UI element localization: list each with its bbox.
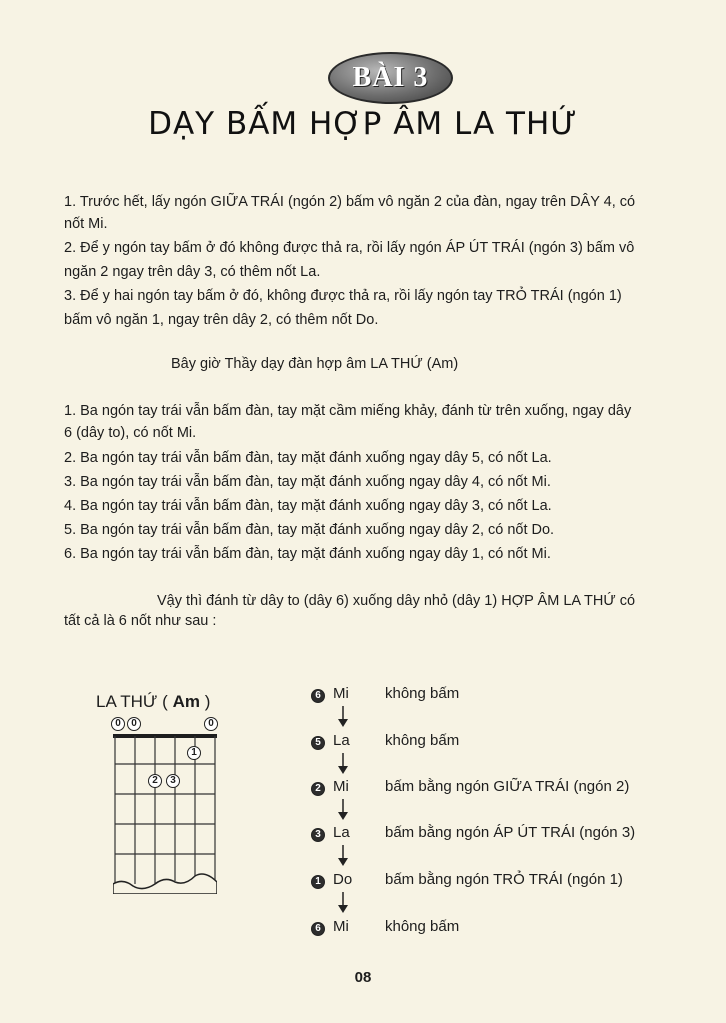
note-name: Mi: [333, 778, 349, 795]
intro-line-2: nốt Mi.: [64, 216, 108, 232]
string-number-badge: 3: [311, 828, 325, 842]
torn-edge: [113, 874, 217, 894]
note-instruction: bấm bằng ngón TRỎ TRÁI (ngón 1): [385, 871, 623, 888]
string-number-badge: 1: [311, 875, 325, 889]
intro-line-5: 3. Để y hai ngón tay bấm ở đó, không được thả ra, rồi lấy ngón tay TRỎ TRÁI (ngón 1): [64, 288, 622, 304]
sequence-step-6: [311, 918, 459, 936]
frets: [115, 764, 215, 854]
step-line-3: 2. Ba ngón tay trái vẫn bấm đàn, tay mặt đánh xuống ngay dây 5, có nốt La.: [64, 450, 552, 466]
step-line-6: 5. Ba ngón tay trái vẫn bấm đàn, tay mặt đánh xuống ngay dây 2, có nốt Do.: [64, 522, 555, 538]
step-line-2: 6 (dây to), có nốt Mi.: [64, 425, 197, 441]
note-instruction: bấm bằng ngón GIỮA TRÁI (ngón 2): [385, 778, 630, 795]
sequence-step-1: [311, 685, 459, 703]
open-string-5-marker: 0: [127, 717, 141, 731]
note-name: Mi: [333, 685, 349, 702]
section-intro: Bây giờ Thầy dạy đàn hợp âm LA THỨ (Am): [171, 356, 459, 372]
arrow-down-icon: [336, 799, 350, 821]
arrow-down-icon: [336, 753, 350, 775]
lesson-badge-text: BÀI 3: [352, 62, 429, 93]
chord-label-suffix: ): [199, 692, 211, 711]
fretboard-diagram: [113, 734, 217, 894]
sequence-step-4: [311, 824, 635, 842]
string-number-badge: 6: [311, 689, 325, 703]
string-number-badge: 5: [311, 736, 325, 750]
arrow-down-icon: [336, 845, 350, 867]
intro-line-1: 1. Trước hết, lấy ngón GIỮA TRÁI (ngón 2) bấm vô ngăn 2 của đàn, ngay trên DÂY 4, có: [64, 194, 636, 210]
page-title: DẠY BẤM HỢP ÂM LA THỨ: [148, 106, 578, 142]
summary-line-1: Vậy thì đánh từ dây to (dây 6) xuống dây nhỏ (dây 1) HỢP ÂM LA THỨ có: [157, 593, 636, 609]
lesson-badge: [328, 52, 453, 104]
arrow-down-icon: [336, 892, 350, 914]
note-instruction: không bấm: [385, 685, 460, 702]
sequence-step-3: [311, 778, 629, 796]
step-line-7: 6. Ba ngón tay trái vẫn bấm đàn, tay mặt đánh xuống ngay dây 1, có nốt Mi.: [64, 546, 551, 562]
finger-3-marker: 3: [166, 774, 180, 788]
note-instruction: không bấm: [385, 918, 460, 935]
step-line-5: 4. Ba ngón tay trái vẫn bấm đàn, tay mặt đánh xuống ngay dây 3, có nốt La.: [64, 498, 552, 514]
step-line-4: 3. Ba ngón tay trái vẫn bấm đàn, tay mặt đánh xuống ngay dây 4, có nốt Mi.: [64, 474, 551, 490]
intro-line-3: 2. Để y ngón tay bấm ở đó không được thả ra, rồi lấy ngón ÁP ÚT TRÁI (ngón 3) bấm vô: [64, 240, 635, 256]
string-number-badge: 2: [311, 782, 325, 796]
note-instruction: không bấm: [385, 732, 460, 749]
nut: [113, 734, 217, 738]
sequence-step-5: [311, 871, 623, 889]
note-name: Do: [333, 871, 353, 888]
sequence-step-2: [311, 732, 459, 750]
open-string-6-marker: 0: [111, 717, 125, 731]
note-name: La: [333, 824, 350, 841]
open-string-1-marker: 0: [204, 717, 218, 731]
strings: [115, 736, 215, 886]
note-name: La: [333, 732, 350, 749]
note-instruction: bấm bằng ngón ÁP ÚT TRÁI (ngón 3): [385, 824, 636, 841]
finger-2-marker: 2: [148, 774, 162, 788]
chord-label: [96, 692, 210, 712]
string-number-badge: 6: [311, 922, 325, 936]
intro-line-4: ngăn 2 ngay trên dây 3, có thêm nốt La.: [64, 264, 321, 280]
summary-line-2: tất cả là 6 nốt như sau :: [64, 613, 217, 629]
finger-1-marker: 1: [187, 746, 201, 760]
chord-label-prefix: LA THỨ (: [96, 692, 173, 711]
arrow-down-icon: [336, 706, 350, 728]
chord-name: Am: [172, 692, 200, 711]
step-line-1: 1. Ba ngón tay trái vẫn bấm đàn, tay mặt cầm miếng khảy, đánh từ trên xuống, ngay dây: [64, 403, 632, 419]
note-name: Mi: [333, 918, 349, 935]
page-number: 08: [354, 969, 372, 986]
intro-line-6: bấm vô ngăn 1, ngay trên dây 2, có thêm nốt Do.: [64, 312, 379, 328]
